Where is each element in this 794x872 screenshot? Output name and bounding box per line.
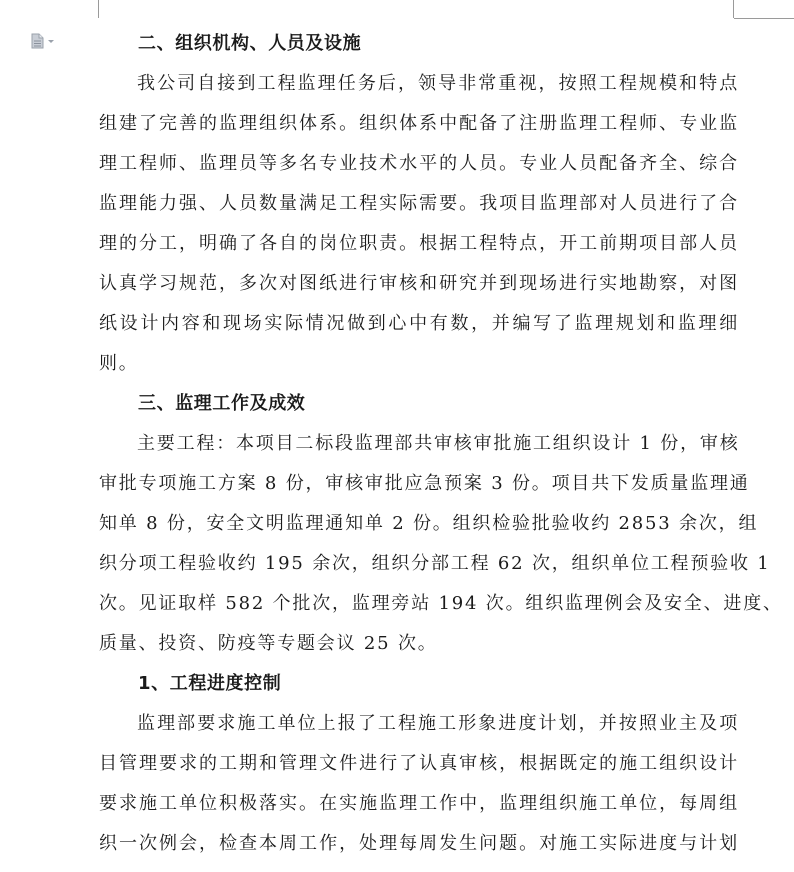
text-line: 组建了完善的监理组织体系。组织体系中配备了注册监理工程师、专业监 (99, 113, 739, 134)
text-line: 织分项工程验收约 195 余次，组织分部工程 62 次，组织单位工程预验收 1 (99, 553, 771, 574)
document-body (99, 24, 783, 864)
text-line: 则。 (99, 353, 139, 374)
text-line: 认真学习规范，多次对图纸进行审核和研究并到现场进行实地勘察，对图 (99, 273, 739, 294)
text-line: 织一次例会，检查本周工作，处理每周发生问题。对施工实际进度与计划 (99, 833, 739, 854)
paragraph-supervision (99, 424, 783, 664)
text-line: 次。见证取样 582 个批次，监理旁站 194 次。组织监理例会及安全、进度、 (99, 593, 783, 614)
text-line: 质量、投资、防疫等专题会议 25 次。 (99, 633, 438, 654)
document-dropdown-icon[interactable] (30, 33, 60, 49)
text-line: 审批专项施工方案 8 份，审核审批应急预案 3 份。项目共下发质量监理通 (99, 473, 750, 494)
text-line: 监理部要求施工单位上报了工程施工形象进度计划，并按照业主及项 (137, 713, 739, 734)
section-heading-organization: 二、组织机构、人员及设施 (138, 33, 362, 54)
text-line: 要求施工单位积极落实。在实施监理工作中，监理组织施工单位，每周组 (99, 793, 739, 814)
crop-mark-top-right (733, 0, 734, 18)
text-line: 主要工程：本项目二标段监理部共审核审批施工组织设计 1 份，审核 (137, 433, 740, 454)
text-line: 纸设计内容和现场实际情况做到心中有数，并编写了监理规划和监理细 (99, 313, 739, 334)
text-line: 目管理要求的工期和管理文件进行了认真审核，根据既定的施工组织设计 (99, 753, 739, 774)
subsection-heading-progress-control: 1、工程进度控制 (138, 673, 282, 694)
text-line: 理工程师、监理员等多名专业技术水平的人员。专业人员配备齐全、综合 (99, 153, 739, 174)
text-line: 我公司自接到工程监理任务后，领导非常重视，按照工程规模和特点 (137, 73, 739, 94)
paragraph-progress-control (99, 704, 739, 864)
paragraph-organization (99, 64, 739, 384)
text-line: 监理能力强、人员数量满足工程实际需要。我项目监理部对人员进行了合 (99, 193, 739, 214)
crop-mark-top-right-horizontal (734, 18, 794, 19)
text-line: 知单 8 份，安全文明监理通知单 2 份。组织检验批验收约 2853 余次，组 (99, 513, 759, 534)
text-line: 理的分工，明确了各自的岗位职责。根据工程特点，开工前期项目部人员 (99, 233, 739, 254)
section-heading-supervision: 三、监理工作及成效 (138, 393, 306, 414)
crop-mark-top-left (98, 0, 99, 18)
